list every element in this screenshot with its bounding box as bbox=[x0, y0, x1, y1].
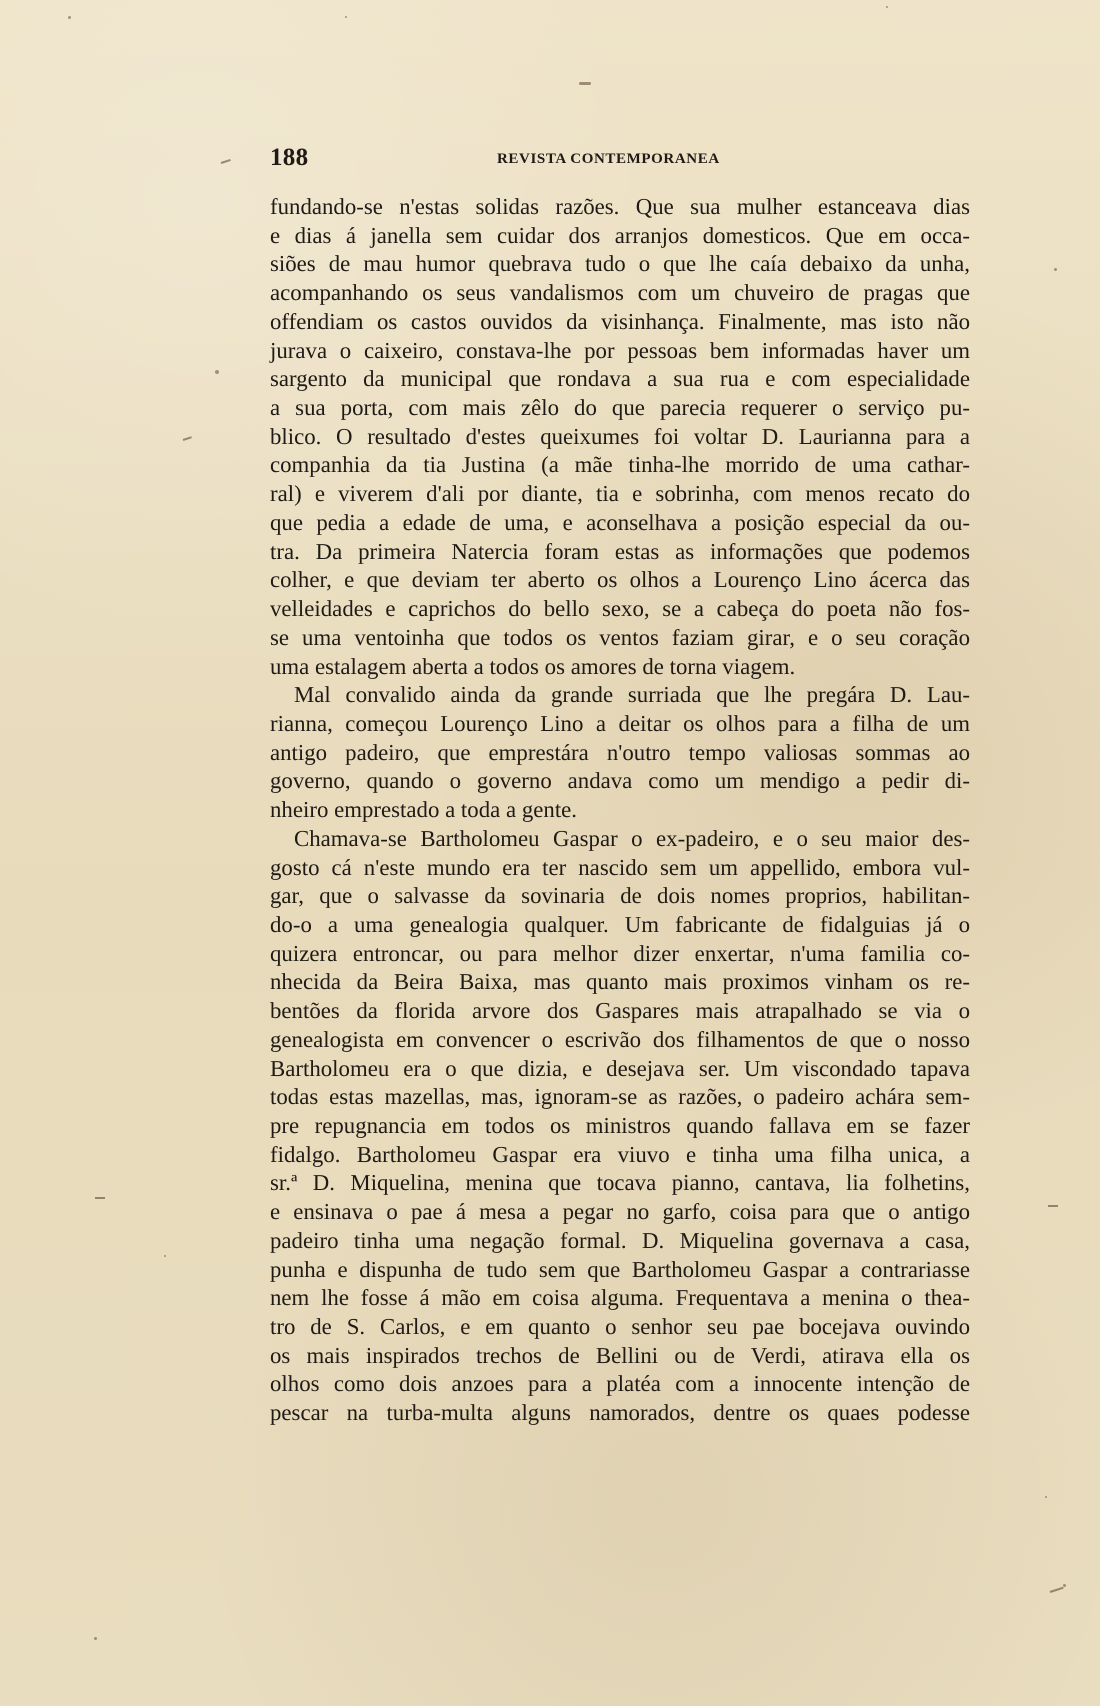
page-mark bbox=[1050, 1587, 1064, 1593]
paper-speck bbox=[1054, 268, 1057, 271]
paper-speck bbox=[345, 16, 347, 18]
text-line: velleidades e caprichos do bello sexo, se a cabeça do poeta não fos- bbox=[270, 596, 970, 622]
ink-mark bbox=[579, 82, 591, 85]
text-line: Bartholomeu era o que dizia, e desejava ser. Um viscondado tapava bbox=[270, 1055, 970, 1081]
text-line: quizera entroncar, ou para melhor dizer enxertar, n'uma familia co- bbox=[270, 940, 970, 966]
text-line: olhos como dois anzoes para a platéa com a innocente intenção de bbox=[270, 1371, 970, 1397]
text-line: jurava o caixeiro, constava-lhe por pessoas bem informadas haver um bbox=[270, 337, 970, 363]
text-line: ral) e viverem d'ali por diante, tia e sobrinha, com menos recato do bbox=[270, 481, 970, 507]
page-number: 188 bbox=[270, 144, 309, 171]
text-line: do-o a uma genealogia qualquer. Um fabricante de fidalguias já o bbox=[270, 911, 970, 937]
page-mark bbox=[95, 1197, 105, 1199]
text-line: fundando-se n'estas solidas razões. Que sua mulher estanceava dias bbox=[270, 194, 970, 219]
text-line: offendiam os castos ouvidos da visinhança. Finalmente, mas isto não bbox=[270, 308, 970, 334]
paper-speck bbox=[215, 370, 219, 374]
text-line: sr.ª D. Miquelina, menina que tocava pianno, cantava, lia folhetins, bbox=[270, 1170, 970, 1196]
text-line: blico. O resultado d'estes queixumes foi voltar D. Laurianna para a bbox=[270, 423, 970, 449]
paper-speck bbox=[1045, 1496, 1047, 1498]
text-line: antigo padeiro, que emprestára n'outro tempo valiosas sommas ao bbox=[270, 739, 970, 765]
page-mark bbox=[221, 159, 231, 164]
text-line: e dias á janella sem cuidar dos arranjos domesticos. Que em occa- bbox=[270, 222, 970, 248]
text-line: acompanhando os seus vandalismos com um chuveiro de pragas que bbox=[270, 280, 970, 306]
text-line: todas estas mazellas, mas, ignoram-se as razões, o padeiro achára sem- bbox=[270, 1084, 970, 1110]
text-line: pescar na turba-multa alguns namorados, dentre os quaes podesse bbox=[270, 1400, 970, 1426]
paper-speck bbox=[94, 1637, 97, 1640]
text-line: tra. Da primeira Natercia foram estas as informações que podemos bbox=[270, 538, 970, 564]
text-line: punha e dispunha de tudo sem que Bartholomeu Gaspar a contrariasse bbox=[270, 1256, 970, 1282]
body-text bbox=[270, 193, 970, 1428]
text-line: os mais inspirados trechos de Bellini ou de Verdi, atirava ella os bbox=[270, 1342, 970, 1368]
paragraph-end-line: nheiro emprestado a toda a gente. bbox=[270, 797, 578, 823]
text-line: companhia da tia Justina (a mãe tinha-lhe morrido de uma cathar- bbox=[270, 452, 970, 478]
page-mark bbox=[1048, 1205, 1058, 1207]
text-line: gar, que o salvasse da sovinaria de dois nomes proprios, habilitan- bbox=[270, 883, 970, 909]
text-line: e ensinava o pae á mesa a pegar no garfo, coisa para que o antigo bbox=[270, 1199, 970, 1225]
text-line: fidalgo. Bartholomeu Gaspar era viuvo e tinha uma filha unica, a bbox=[270, 1141, 970, 1167]
paragraph-start-line: Chamava-se Bartholomeu Gaspar o ex-padeiro, e o seu maior des- bbox=[294, 825, 970, 851]
text-line: gosto cá n'este mundo era ter nascido sem um appellido, embora vul- bbox=[270, 854, 970, 880]
paper-speck bbox=[68, 16, 71, 19]
paper-speck bbox=[886, 6, 888, 8]
text-line: nhecida da Beira Baixa, mas quanto mais proximos vinham os re- bbox=[270, 969, 970, 995]
text-line: bentões da florida arvore dos Gaspares mais atrapalhado se via o bbox=[270, 998, 970, 1024]
journal-title: REVISTA CONTEMPORANEA bbox=[497, 151, 720, 167]
text-line: a sua porta, com mais zêlo do que parecia requerer o serviço pu- bbox=[270, 395, 970, 421]
text-line: rianna, começou Lourenço Lino a deitar os olhos para a filha de um bbox=[270, 710, 970, 736]
paragraph-end-line: uma estalagem aberta a todos os amores de torna viagem. bbox=[270, 653, 796, 679]
page-mark bbox=[183, 436, 192, 441]
text-line: tro de S. Carlos, e em quanto o senhor seu pae bocejava ouvindo bbox=[270, 1314, 970, 1340]
text-line: nem lhe fosse á mão em coisa alguma. Frequentava a menina o thea- bbox=[270, 1285, 970, 1311]
text-line: governo, quando o governo andava como um mendigo a pedir di- bbox=[270, 768, 970, 794]
paragraph-start-line: Mal convalido ainda da grande surriada que lhe pregára D. Lau- bbox=[294, 682, 970, 708]
text-line: se uma ventoinha que todos os ventos faziam girar, e o seu coração bbox=[270, 624, 970, 650]
text-line: siões de mau humor quebrava tudo o que lhe caía debaixo da unha, bbox=[270, 251, 970, 277]
paper-speck bbox=[1063, 1584, 1066, 1587]
running-header bbox=[270, 144, 730, 178]
text-line: colher, e que deviam ter aberto os olhos a Lourenço Lino ácerca das bbox=[270, 567, 970, 593]
text-line: genealogista em convencer o escrivão dos filhamentos de que o nosso bbox=[270, 1026, 970, 1052]
text-line: pre repugnancia em todos os ministros quando fallava em se fazer bbox=[270, 1113, 970, 1138]
text-line: padeiro tinha uma negação formal. D. Miquelina governava a casa, bbox=[270, 1227, 970, 1253]
text-line: que pedia a edade de uma, e aconselhava a posição especial da ou- bbox=[270, 509, 970, 535]
paper-speck bbox=[164, 1255, 166, 1257]
text-line: sargento da municipal que rondava a sua rua e com especialidade bbox=[270, 366, 970, 392]
